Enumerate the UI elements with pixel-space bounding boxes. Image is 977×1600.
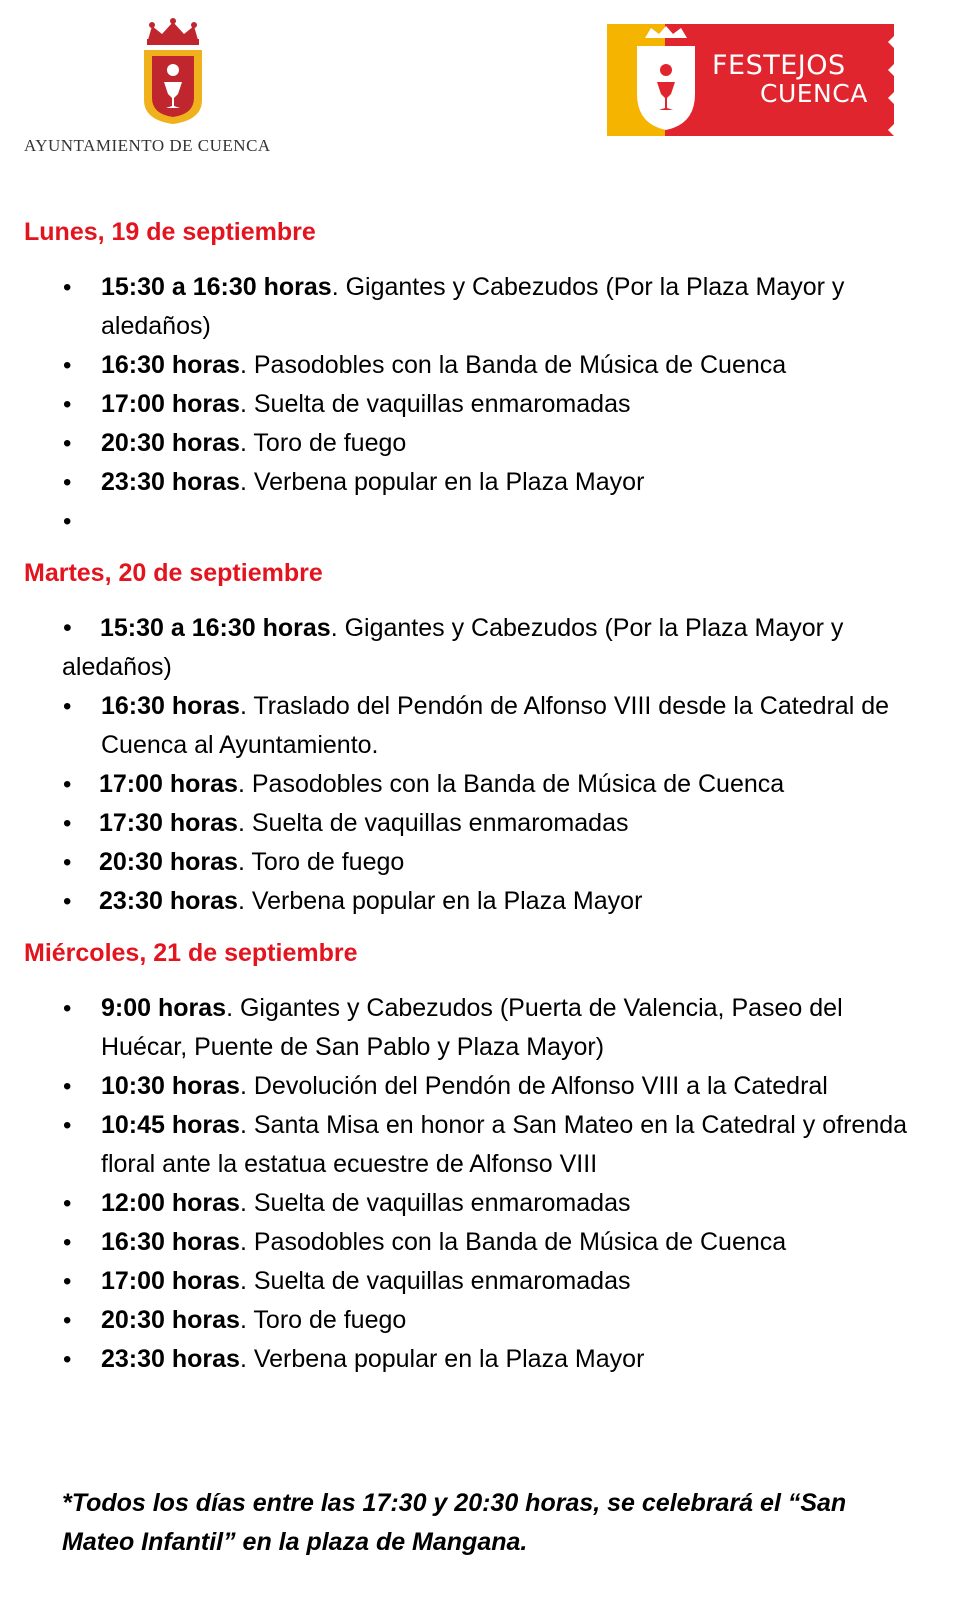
event-time: 16:30 horas [101,1228,240,1256]
program-content [24,212,924,1379]
bullet-icon: • [63,430,72,457]
event-text: . Traslado del Pendón de Alfonso VIII desde la Catedral de Cuenca al Ayuntamiento. [101,692,890,759]
list-item [24,989,924,1067]
list-item [24,765,924,804]
bullet-icon: • [63,274,72,301]
event-time: 16:30 horas [101,351,240,379]
event-time: 10:45 horas [101,1111,240,1139]
day-title-wednesday: Miércoles, 21 de septiembre [24,939,358,967]
event-time: 20:30 horas [101,1306,240,1334]
event-text: . Pasodobles con la Banda de Música de Cuenca [239,351,787,379]
list-item [24,882,924,921]
event-text: . Suelta de vaquillas enmaromadas [237,809,629,837]
event-time: 23:30 horas [99,887,238,915]
list-item [24,804,924,843]
event-text: . Suelta de vaquillas enmaromadas [239,1189,631,1217]
event-time: 16:30 horas [101,692,240,720]
list-item [24,1340,924,1379]
bullet-icon: • [63,888,72,915]
bullet-icon: • [63,995,72,1022]
list-item [24,1184,924,1223]
list-item [24,609,924,687]
festejos-title: FESTEJOS [712,50,846,81]
event-text: . Pasodobles con la Banda de Música de Cuenca [237,770,785,798]
event-text: . Gigantes y Cabezudos (Por la Plaza Mayor y aledaños) [101,273,845,340]
list-item [24,1067,924,1106]
list-item [24,843,924,882]
event-text: . Toro de fuego [239,429,407,457]
event-time: 20:30 horas [101,429,240,457]
event-time: 17:30 horas [99,809,238,837]
event-time: 20:30 horas [99,848,238,876]
event-time: 15:30 a 16:30 horas [100,614,331,642]
bullet-icon: • [63,849,72,876]
cuenca-title: CUENCA [760,79,868,108]
event-time: 23:30 horas [101,468,240,496]
event-time: 17:00 horas [101,1267,240,1295]
list-item [24,268,924,346]
bullet-icon: • [63,391,72,418]
coat-of-arms-icon [138,18,208,128]
bullet-icon: • [63,1346,72,1373]
bullet-icon: • [63,810,72,837]
bullet-icon: • [63,352,72,379]
event-text: . Suelta de vaquillas enmaromadas [239,1267,631,1295]
bullet-icon: • [63,693,72,720]
list-item [24,463,924,502]
list-item [24,385,924,424]
event-time: 15:30 a 16:30 horas [101,273,332,301]
event-time: 10:30 horas [101,1072,240,1100]
list-item [24,1223,924,1262]
event-text: . Verbena popular en la Plaza Mayor [237,887,643,915]
bullet-icon: • [63,1073,72,1100]
list-item [24,687,924,765]
event-time: 9:00 horas [101,994,227,1022]
bullet-icon: • [63,1268,72,1295]
event-text: . Suelta de vaquillas enmaromadas [239,390,631,418]
ayuntamiento-text: AYUNTAMIENTO DE CUENCA [24,136,271,155]
event-text: . Toro de fuego [239,1306,407,1334]
event-text: . Pasodobles con la Banda de Música de Cuenca [239,1228,787,1256]
bullet-icon: • [63,469,72,496]
event-list-monday [24,268,924,541]
ayuntamiento-logo [24,18,324,163]
list-item [24,346,924,385]
event-list-tuesday [24,609,924,921]
festejos-cuenca-logo [607,24,894,136]
event-text: . Gigantes y Cabezudos (Puerta de Valencia, Paseo del Huécar, Puente de San Pablo y Plaza Mayor) [101,994,843,1061]
event-time: 17:00 horas [101,390,240,418]
day-title-monday: Lunes, 19 de septiembre [24,218,316,246]
event-text: . Toro de fuego [237,848,405,876]
bullet-icon: • [63,1190,72,1217]
event-text: . Verbena popular en la Plaza Mayor [239,468,645,496]
bullet-icon: • [63,508,72,535]
event-text: . Gigantes y Cabezudos (Por la Plaza Mayor y aledaños) [62,614,844,681]
bullet-icon: • [63,771,72,798]
event-text: . Santa Misa en honor a San Mateo en la Catedral y ofrenda floral ante la estatua ecuestre de Alfonso VIII [101,1111,908,1178]
list-item [24,1106,924,1184]
day-title-tuesday: Martes, 20 de septiembre [24,559,323,587]
list-item [24,424,924,463]
event-time: 17:00 horas [99,770,238,798]
event-text: . Verbena popular en la Plaza Mayor [239,1345,645,1373]
list-item-empty [24,502,924,541]
event-text: . Devolución del Pendón de Alfonso VIII a la Catedral [239,1072,828,1100]
event-list-wednesday [24,989,924,1379]
bullet-icon: • [63,614,72,642]
event-time: 23:30 horas [101,1345,240,1373]
list-item [24,1301,924,1340]
footnote: *Todos los días entre las 17:30 y 20:30 horas, se celebrará el “San Mateo Infantil” en la plaza de Mangana. [62,1489,847,1556]
list-item [24,1262,924,1301]
bullet-icon: • [63,1229,72,1256]
event-time: 12:00 horas [101,1189,240,1217]
bullet-icon: • [63,1307,72,1334]
bullet-icon: • [63,1112,72,1139]
